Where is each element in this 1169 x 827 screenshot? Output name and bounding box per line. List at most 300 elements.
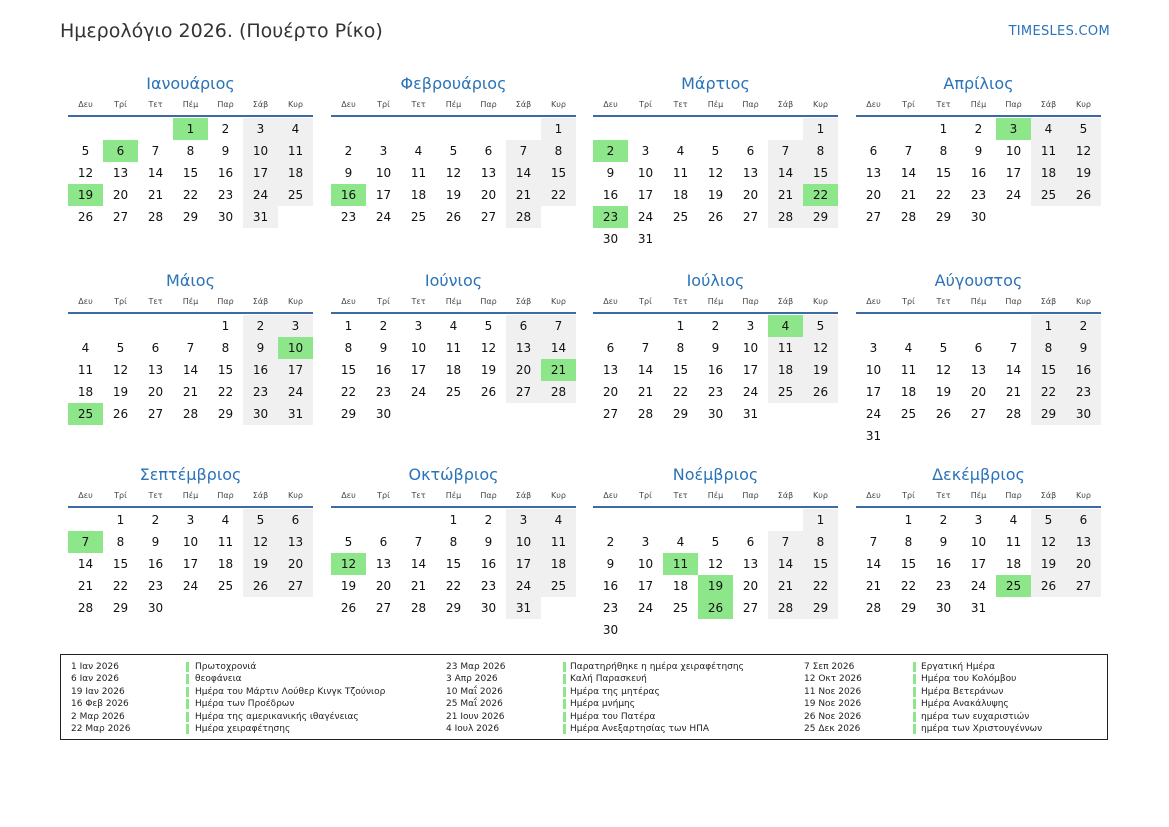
day-cell: 20 [865,188,882,202]
header-divider [593,506,838,508]
weekend-day: 12 [243,531,278,553]
empty-cell [593,118,628,140]
weekday-header [331,489,576,503]
empty-cell [961,315,996,337]
weekend-day: 15 [803,162,838,184]
day-cell: 30 [935,601,952,615]
weekend-day: 20 [1066,553,1101,575]
legend-row [71,661,421,673]
weekend-day: 8 [803,531,838,553]
legend-row [804,686,1154,698]
day-cell: 15 [112,557,129,571]
day-cell: 10 [410,341,427,355]
day-cell: 9 [484,535,493,549]
empty-cell [856,315,891,337]
day-cell: 10 [375,166,392,180]
day-cell: 17 [182,557,199,571]
day-cell: 23 [707,385,724,399]
weekend-day: 14 [541,337,576,359]
holiday-name: Ημέρα του Πατέρα [570,711,656,722]
holiday-day: 25 [68,403,103,425]
holiday-day: 1 [173,118,208,140]
day-cell: 26 [77,210,94,224]
empty-cell [803,619,838,641]
header-divider [331,506,576,508]
day-cell: 13 [480,166,497,180]
weekday-label: Πέμ [707,297,724,306]
weekday-label: Σάβ [777,100,794,109]
weekday-label: Κυρ [1076,297,1091,306]
weekend-day: 20 [278,553,313,575]
day-cell: 3 [379,144,388,158]
weekday-header [593,98,838,112]
weekend-day: 11 [1031,140,1066,162]
empty-cell [173,315,208,337]
month-name: Ιανουάριος [146,74,235,93]
day-cell: 13 [970,363,987,377]
empty-cell [1031,206,1066,228]
day-cell: 19 [445,188,462,202]
day-cell: 13 [602,363,619,377]
weekday-label: Σάβ [1040,100,1057,109]
day-cell: 14 [900,166,917,180]
weekend-day: 8 [1031,337,1066,359]
day-cell: 1 [116,513,125,527]
weekend-day: 26 [803,381,838,403]
day-cell: 23 [602,601,619,615]
day-cell: 16 [602,579,619,593]
holiday-marker [913,699,916,709]
empty-cell [628,619,663,641]
weekend-day: 19 [803,359,838,381]
weekend-day: 21 [506,184,541,206]
day-cell: 22 [340,385,357,399]
weekday-label: Πέμ [182,297,199,306]
weekday-header [331,98,576,112]
holiday-name: Ημέρα Ανεξαρτησίας των ΗΠΑ [570,723,710,734]
empty-cell [1066,597,1101,619]
day-cell: 18 [445,363,462,377]
legend-row [804,661,1154,673]
day-cell: 28 [865,601,882,615]
weekday-label: Παρ [217,100,234,109]
weekday-label: Τετ [411,297,426,306]
weekday-label: Κυρ [813,100,828,109]
day-cell: 9 [939,535,948,549]
day-cell: 12 [445,166,462,180]
day-cell: 17 [410,363,427,377]
day-cell: 13 [742,557,759,571]
legend-row [71,711,421,723]
weekday-label: Πέμ [445,491,462,500]
day-cell: 3 [641,144,650,158]
day-cell: 26 [112,407,129,421]
day-cell: 21 [77,579,94,593]
holiday-date: 3 Απρ 2026 [446,674,498,685]
weekend-day: 29 [803,597,838,619]
holiday-marker [186,662,189,672]
legend-row [804,711,1154,723]
day-cell: 29 [217,407,234,421]
day-cell: 5 [711,144,720,158]
day-cell: 12 [707,557,724,571]
day-cell: 21 [637,385,654,399]
day-cell: 9 [606,166,615,180]
weekend-day: 26 [1066,184,1101,206]
holiday-marker [563,712,566,722]
day-cell: 13 [375,557,392,571]
day-cell: 1 [221,319,230,333]
empty-cell [698,228,733,250]
day-grid [593,315,838,425]
empty-cell [593,315,628,337]
day-cell: 29 [900,601,917,615]
weekend-day: 3 [506,509,541,531]
day-cell: 10 [182,535,199,549]
day-cell: 4 [676,144,685,158]
day-cell: 24 [1005,188,1022,202]
day-cell: 7 [641,341,650,355]
weekday-label: Παρ [1005,491,1022,500]
day-cell: 8 [186,144,195,158]
day-cell: 28 [182,407,199,421]
weekday-header [593,489,838,503]
day-cell: 26 [935,407,952,421]
weekday-label: Σάβ [777,297,794,306]
day-cell: 2 [974,122,983,136]
day-cell: 27 [375,601,392,615]
holiday-date: 23 Μαρ 2026 [446,662,506,672]
holiday-name: ημέρα των Χριστουγέννων [921,723,1043,734]
day-cell: 24 [637,601,654,615]
day-cell: 9 [606,557,615,571]
weekend-day: 22 [541,184,576,206]
day-cell: 27 [742,601,759,615]
day-cell: 20 [970,385,987,399]
empty-cell [68,118,103,140]
day-cell: 8 [449,535,458,549]
weekend-day: 5 [803,315,838,337]
holiday-marker [913,712,916,722]
day-cell: 26 [707,210,724,224]
empty-cell [1031,597,1066,619]
weekend-day: 21 [768,575,803,597]
weekend-day: 1 [803,509,838,531]
weekend-day: 31 [506,597,541,619]
holiday-day: 4 [768,315,803,337]
day-cell: 19 [480,363,497,377]
weekday-label: Τρί [902,491,915,500]
day-cell: 25 [410,210,427,224]
day-cell: 24 [410,385,427,399]
empty-cell [173,597,208,619]
day-cell: 17 [1005,166,1022,180]
day-cell: 4 [81,341,90,355]
day-grid [856,509,1101,619]
day-cell: 14 [147,166,164,180]
header-divider [331,312,576,314]
weekday-label: Κυρ [551,297,566,306]
weekend-day: 14 [768,553,803,575]
day-cell: 17 [637,579,654,593]
day-cell: 22 [445,579,462,593]
holiday-name: ημέρα των ευχαριστιών [921,711,1030,722]
weekend-day: 29 [803,206,838,228]
weekday-label: Πέμ [707,100,724,109]
day-cell: 23 [147,579,164,593]
weekday-label: Τετ [936,297,951,306]
weekday-label: Δευ [341,297,356,306]
month-calendar [856,74,1101,228]
day-cell: 21 [865,579,882,593]
day-cell: 2 [379,319,388,333]
day-cell: 11 [445,341,462,355]
holiday-marker [186,674,189,684]
empty-cell [628,118,663,140]
empty-cell [401,403,436,425]
empty-cell [996,315,1031,337]
holiday-marker [913,662,916,672]
day-cell: 7 [186,341,195,355]
empty-cell [698,619,733,641]
day-cell: 9 [711,341,720,355]
empty-cell [768,619,803,641]
day-cell: 29 [112,601,129,615]
holiday-name: Ημέρα των Προέδρων [195,699,295,710]
holiday-name: Ημέρα χειραφέτησης [195,723,291,734]
day-cell: 9 [974,144,983,158]
day-cell: 20 [112,188,129,202]
day-cell: 23 [480,579,497,593]
holiday-name: Ημέρα Ανακάλυψης [921,699,1009,710]
holiday-date: 19 Νοε 2026 [804,699,862,710]
day-cell: 22 [900,579,917,593]
holiday-name: Ημέρα του Μάρτιν Λούθερ Κινγκ Τζούνιορ [195,686,386,697]
holiday-marker [563,687,566,697]
day-cell: 8 [344,341,353,355]
weekday-label: Σάβ [515,491,532,500]
month-name: Απρίλιος [943,74,1014,93]
weekday-label: Τρί [377,491,390,500]
weekend-day: 4 [1031,118,1066,140]
empty-cell [103,118,138,140]
holiday-date: 26 Νοε 2026 [804,711,862,722]
header-divider [856,312,1101,314]
holiday-date: 4 Ιουλ 2026 [446,723,500,734]
day-cell: 14 [1005,363,1022,377]
weekday-label: Τετ [936,491,951,500]
holiday-name: Εργατική Ημέρα [921,662,995,672]
day-cell: 25 [672,210,689,224]
day-cell: 23 [970,188,987,202]
day-cell: 7 [151,144,160,158]
legend-row [71,723,421,735]
page-title: Ημερολόγιο 2026. (Πουέρτο Ρίκο) [60,20,383,42]
header-divider [856,506,1101,508]
weekday-label: Κυρ [1076,491,1091,500]
day-cell: 14 [77,557,94,571]
weekday-label: Σάβ [252,491,269,500]
weekday-label: Πέμ [182,491,199,500]
day-cell: 31 [970,601,987,615]
day-cell: 6 [869,144,878,158]
day-cell: 21 [1005,385,1022,399]
day-cell: 13 [112,166,129,180]
weekend-day: 15 [1031,359,1066,381]
weekend-day: 6 [1066,509,1101,531]
day-cell: 20 [602,385,619,399]
weekend-day: 26 [1031,575,1066,597]
empty-cell [243,597,278,619]
day-cell: 27 [865,210,882,224]
holiday-day: 6 [103,140,138,162]
day-cell: 12 [935,363,952,377]
weekend-day: 11 [278,140,313,162]
day-cell: 25 [900,407,917,421]
month-name: Αύγουστος [934,271,1023,290]
weekday-label: Δευ [866,100,881,109]
day-cell: 20 [742,188,759,202]
legend-row [804,723,1154,735]
empty-cell [733,118,768,140]
weekday-label: Τετ [148,297,163,306]
day-cell: 14 [637,363,654,377]
day-cell: 17 [637,188,654,202]
day-cell: 11 [217,535,234,549]
weekday-label: Κυρ [813,297,828,306]
header-divider [68,506,313,508]
day-cell: 23 [340,210,357,224]
empty-cell [663,228,698,250]
day-cell: 31 [865,429,882,443]
weekday-label: Τετ [673,100,688,109]
holiday-date: 6 Ιαν 2026 [71,674,119,685]
weekday-label: Παρ [742,297,759,306]
month-name: Ιούλιος [686,271,745,290]
day-cell: 22 [112,579,129,593]
day-cell: 15 [900,557,917,571]
empty-cell [208,597,243,619]
weekend-day: 22 [803,575,838,597]
weekday-label: Τρί [377,100,390,109]
empty-cell [733,509,768,531]
day-grid [856,315,1101,447]
day-grid [68,509,313,619]
day-cell: 10 [637,166,654,180]
weekday-label: Δευ [78,100,93,109]
weekday-header [68,295,313,309]
empty-cell [856,509,891,531]
weekday-label: Κυρ [1076,100,1091,109]
holiday-day: 2 [593,140,628,162]
empty-cell [506,118,541,140]
day-cell: 10 [637,557,654,571]
holiday-marker [186,724,189,734]
weekday-label: Σάβ [252,100,269,109]
month-calendar [331,465,576,619]
weekend-day: 3 [278,315,313,337]
day-cell: 16 [217,166,234,180]
weekend-day: 13 [278,531,313,553]
day-cell: 24 [742,385,759,399]
day-cell: 3 [414,319,423,333]
day-grid [331,118,576,228]
legend-column [446,661,796,735]
brand-link[interactable]: TIMESLES.COM [1008,24,1110,39]
empty-cell [436,118,471,140]
day-cell: 21 [147,188,164,202]
weekend-day: 1 [803,118,838,140]
day-cell: 23 [217,188,234,202]
day-cell: 1 [939,122,948,136]
day-cell: 26 [480,385,497,399]
day-cell: 20 [742,579,759,593]
day-cell: 2 [151,513,160,527]
day-grid [68,315,313,425]
day-cell: 11 [77,363,94,377]
day-cell: 18 [672,579,689,593]
day-cell: 3 [974,513,983,527]
day-cell: 22 [935,188,952,202]
day-cell: 11 [1005,535,1022,549]
weekend-day: 18 [1031,162,1066,184]
holiday-day: 16 [331,184,366,206]
day-cell: 24 [865,407,882,421]
weekday-header [856,489,1101,503]
weekend-day: 16 [1066,359,1101,381]
weekend-day: 17 [278,359,313,381]
empty-cell [541,597,576,619]
day-cell: 19 [935,385,952,399]
day-cell: 24 [637,210,654,224]
weekend-day: 6 [278,509,313,531]
day-cell: 30 [217,210,234,224]
day-cell: 16 [147,557,164,571]
day-cell: 10 [742,341,759,355]
holiday-date: 1 Ιαν 2026 [71,662,119,672]
weekend-day: 28 [506,206,541,228]
day-cell: 23 [935,579,952,593]
weekend-day: 5 [243,509,278,531]
day-grid [68,118,313,228]
empty-cell [996,425,1031,447]
weekday-label: Παρ [480,297,497,306]
day-cell: 5 [939,341,948,355]
day-cell: 5 [81,144,90,158]
weekday-label: Δευ [603,491,618,500]
day-cell: 29 [445,601,462,615]
day-cell: 30 [147,601,164,615]
day-cell: 7 [904,144,913,158]
weekend-day: 7 [768,140,803,162]
weekday-label: Κυρ [551,491,566,500]
day-cell: 6 [606,341,615,355]
day-cell: 17 [375,188,392,202]
day-cell: 5 [711,535,720,549]
day-cell: 6 [379,535,388,549]
weekend-day: 30 [1066,403,1101,425]
empty-cell [401,509,436,531]
weekday-label: Δευ [78,491,93,500]
day-cell: 3 [186,513,195,527]
day-cell: 8 [676,341,685,355]
day-cell: 2 [606,535,615,549]
weekend-day: 14 [768,162,803,184]
weekend-day: 23 [243,381,278,403]
day-cell: 4 [1009,513,1018,527]
empty-cell [628,315,663,337]
holiday-marker [563,674,566,684]
